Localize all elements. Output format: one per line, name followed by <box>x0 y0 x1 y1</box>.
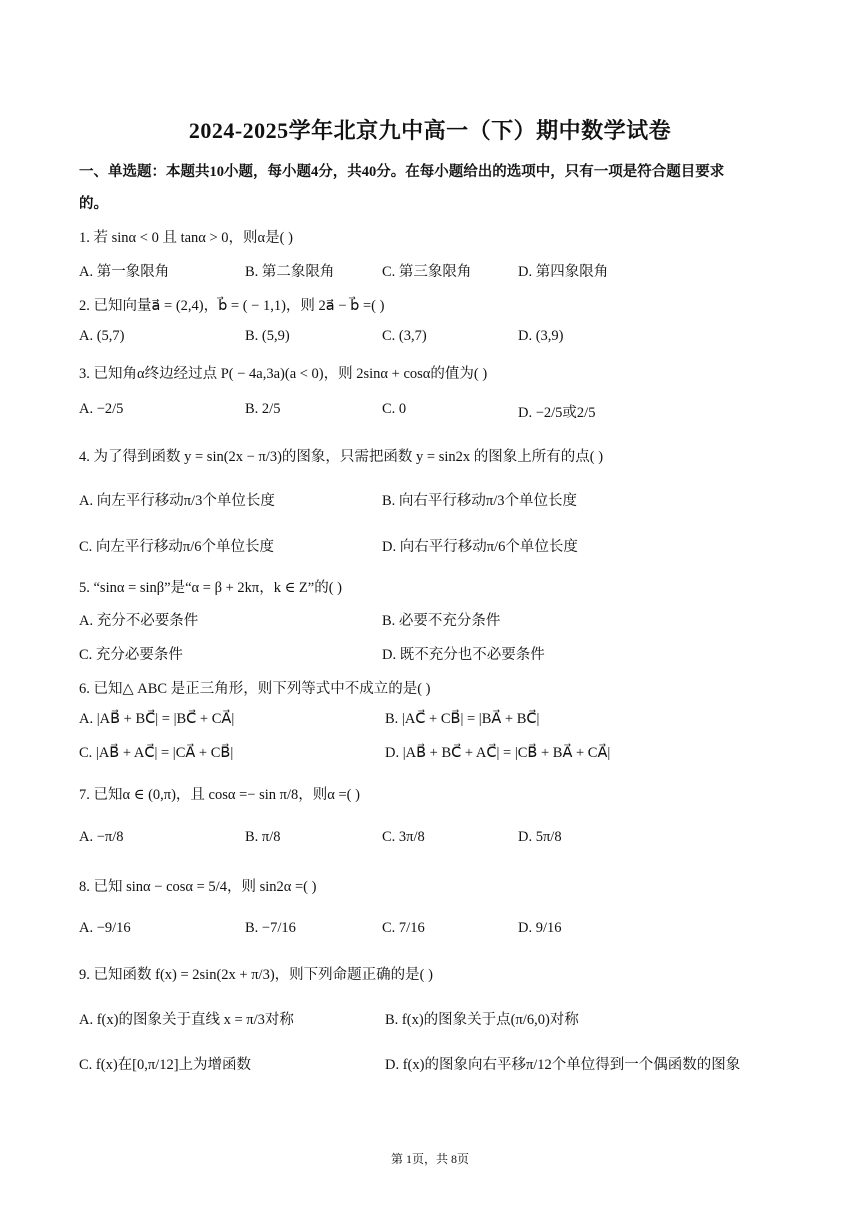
question-1-stem: 1. 若 sinα < 0 且 tanα > 0，则α是( ) <box>79 230 293 246</box>
q3-option-c: C. 0 <box>382 401 407 417</box>
q4-option-a: A. 向左平行移动π/3个单位长度 <box>79 493 275 509</box>
page-title: 2024-2025学年北京九中高一（下）期中数学试卷 <box>188 118 672 143</box>
section-heading-line1: 一、单选题：本题共10小题，每小题4分，共40分。在每小题给出的选项中，只有一项是符合题目要求 <box>79 164 725 180</box>
q2-option-b: B. (5,9) <box>245 328 290 344</box>
q4-option-c: C. 向左平行移动π/6个单位长度 <box>79 539 275 555</box>
q6-option-a: A. |AB⃗ + BC⃗| = |BC⃗ + CA⃗| <box>79 711 235 727</box>
q9-option-b: B. f(x)的图象关于点(π/6,0)对称 <box>385 1012 579 1028</box>
q8-option-b: B. −7/16 <box>245 920 296 936</box>
q7-option-d: D. 5π/8 <box>518 829 562 845</box>
q3-option-b: B. 2/5 <box>245 401 281 417</box>
page-footer: 第 1页，共 8页 <box>390 1152 469 1166</box>
q8-option-a: A. −9/16 <box>79 920 131 936</box>
question-4-stem: 4. 为了得到函数 y = sin(2x − π/3)的图象，只需把函数 y = sin2x 的图象上所有的点( ) <box>79 449 604 465</box>
q9-option-c: C. f(x)在[0,π/12]上为增函数 <box>79 1057 252 1073</box>
section-heading-line2: 的。 <box>79 196 108 212</box>
q4-option-d: D. 向右平行移动π/6个单位长度 <box>382 539 578 555</box>
question-2-stem: 2. 已知向量a⃗ = (2,4)，b⃗ = ( − 1,1)，则 2a⃗ − b⃗ =( ) <box>79 298 385 314</box>
q1-option-a: A. 第一象限角 <box>79 264 170 280</box>
q2-option-a: A. (5,7) <box>79 328 125 344</box>
q7-option-b: B. π/8 <box>245 829 281 845</box>
q9-option-d: D. f(x)的图象向右平移π/12个单位得到一个偶函数的图象 <box>385 1057 741 1073</box>
q5-option-d: D. 既不充分也不必要条件 <box>382 647 545 663</box>
q7-option-c: C. 3π/8 <box>382 829 425 845</box>
q8-option-d: D. 9/16 <box>518 920 562 936</box>
q7-option-a: A. −π/8 <box>79 829 124 845</box>
q3-option-a: A. −2/5 <box>79 401 124 417</box>
q5-option-a: A. 充分不必要条件 <box>79 613 199 629</box>
q2-option-c: C. (3,7) <box>382 328 427 344</box>
q1-option-b: B. 第二象限角 <box>245 264 335 280</box>
q1-option-d: D. 第四象限角 <box>518 264 609 280</box>
q6-option-b: B. |AC⃗ + CB⃗| = |BA⃗ + BC⃗| <box>385 711 540 727</box>
q4-option-b: B. 向右平行移动π/3个单位长度 <box>382 493 578 509</box>
q5-option-b: B. 必要不充分条件 <box>382 613 501 629</box>
q5-option-c: C. 充分必要条件 <box>79 647 183 663</box>
q1-option-c: C. 第三象限角 <box>382 264 472 280</box>
question-8-stem: 8. 已知 sinα − cosα = 5/4，则 sin2α =( ) <box>79 879 317 895</box>
question-5-stem: 5. “sinα = sinβ”是“α = β + 2kπ，k ∈ Z”的( ) <box>79 580 343 596</box>
question-9-stem: 9. 已知函数 f(x) = 2sin(2x + π/3)，则下列命题正确的是( ) <box>79 967 433 983</box>
q3-option-d: D. −2/5或2/5 <box>518 405 596 421</box>
q6-option-d: D. |AB⃗ + BC⃗ + AC⃗| = |CB⃗ + BA⃗ + CA⃗| <box>385 745 611 761</box>
q6-option-c: C. |AB⃗ + AC⃗| = |CA⃗ + CB⃗| <box>79 745 234 761</box>
q9-option-a: A. f(x)的图象关于直线 x = π/3对称 <box>79 1012 294 1028</box>
q8-option-c: C. 7/16 <box>382 920 425 936</box>
question-6-stem: 6. 已知△ ABC 是正三角形，则下列等式中不成立的是( ) <box>79 681 431 697</box>
question-7-stem: 7. 已知α ∈ (0,π)，且 cosα =− sin π/8，则α =( ) <box>79 787 360 803</box>
question-3-stem: 3. 已知角α终边经过点 P( − 4a,3a)(a < 0)，则 2sinα + cosα的值为( ) <box>79 366 488 382</box>
q2-option-d: D. (3,9) <box>518 328 564 344</box>
